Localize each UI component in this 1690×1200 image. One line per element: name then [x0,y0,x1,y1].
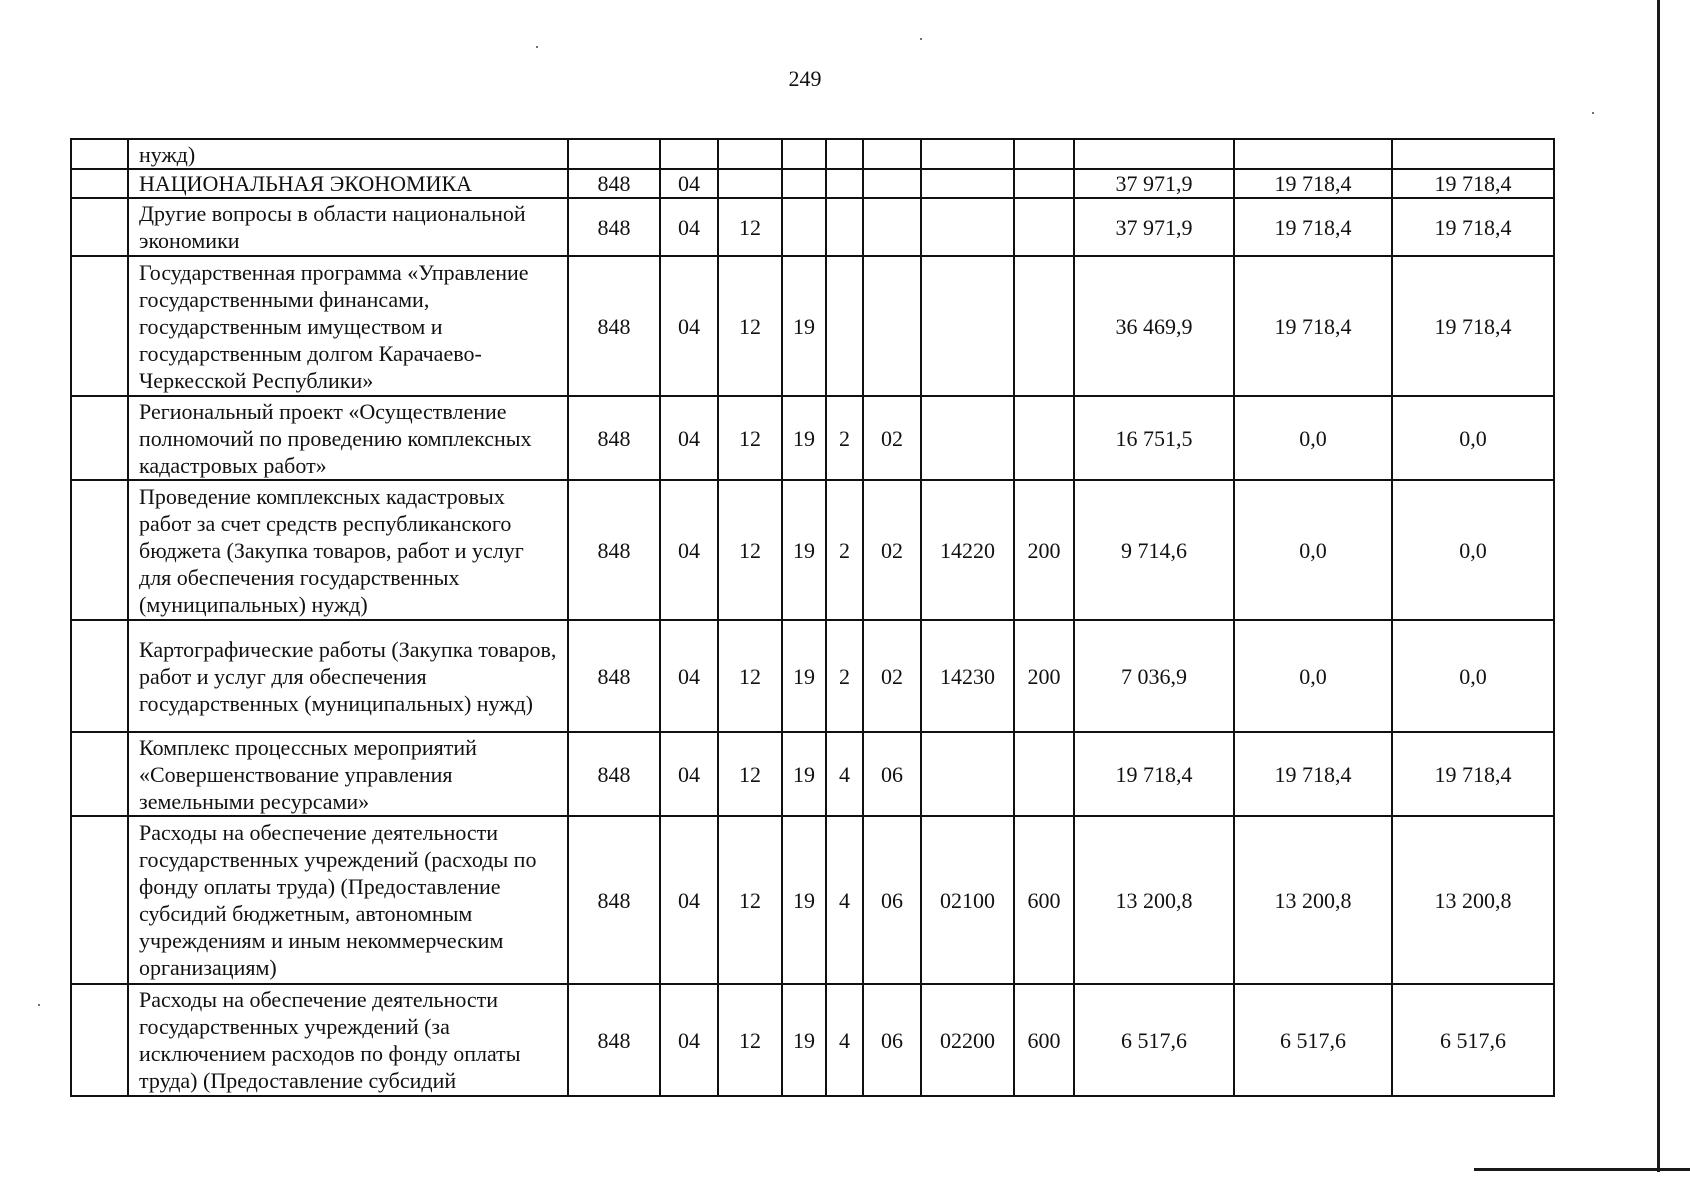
cs-structure-cell: 06 [863,984,921,1096]
pr-cell: 12 [718,198,782,256]
pr-cell: 12 [718,480,782,620]
row-number-cell [71,620,128,732]
row-number-cell [71,256,128,396]
item-name-cell: Региональный проект «Осуществление полномочий по проведению комплексных кадастровых работ» [128,396,568,480]
rz-cell: 04 [660,620,718,732]
grbs-cell: 848 [568,256,660,396]
cs-direction-cell: 02200 [921,984,1014,1096]
grbs-cell: 848 [568,732,660,816]
amount-year3-cell: 19 718,4 [1392,169,1554,198]
cs-structure-cell [863,256,921,396]
cs-program-cell: 19 [782,732,826,816]
page-number: 249 [788,66,822,91]
table-row [71,984,1554,1096]
cs-program-cell [782,139,826,169]
cs-direction-cell: 14220 [921,480,1014,620]
rz-cell: 04 [660,198,718,256]
item-name-cell: Другие вопросы в области национальной экономики [128,198,568,256]
row-number-cell [71,732,128,816]
rz-cell: 04 [660,480,718,620]
cs-structure-cell [863,198,921,256]
cs-direction-cell [921,139,1014,169]
table-row [71,396,1554,480]
amount-year1-cell: 19 718,4 [1074,732,1234,816]
scan-speck [38,1004,40,1006]
amount-year1-cell: 9 714,6 [1074,480,1234,620]
amount-year1-cell: 13 200,8 [1074,816,1234,984]
cs-structure-cell [863,169,921,198]
amount-year2-cell: 0,0 [1234,620,1392,732]
grbs-cell: 848 [568,620,660,732]
row-number-cell [71,139,128,169]
row-number-cell [71,984,128,1096]
pr-cell: 12 [718,256,782,396]
cs-direction-cell [921,256,1014,396]
cs-program-cell: 19 [782,620,826,732]
cs-program-cell: 19 [782,480,826,620]
vr-cell: 600 [1014,984,1074,1096]
rz-cell [660,139,718,169]
grbs-cell: 848 [568,396,660,480]
amount-year3-cell [1392,139,1554,169]
scan-border-line [1474,1168,1690,1171]
scan-speck [920,38,922,40]
amount-year3-cell: 19 718,4 [1392,256,1554,396]
cs-structure-cell [863,139,921,169]
pr-cell [718,139,782,169]
item-name-cell: Картографические работы (Закупка товаров, работ и услуг для обеспечения государственных (муниципальных) нужд) [128,620,568,732]
vr-cell [1014,396,1074,480]
item-name-cell: НАЦИОНАЛЬНАЯ ЭКОНОМИКА [128,169,568,198]
cs-direction-cell [921,732,1014,816]
row-number-cell [71,816,128,984]
table-row [71,139,1554,169]
table-row [71,620,1554,732]
cs-type-cell: 2 [826,620,863,732]
vr-cell [1014,256,1074,396]
cs-type-cell [826,198,863,256]
table-row [71,256,1554,396]
cs-program-cell: 19 [782,396,826,480]
table-row [71,732,1554,816]
cs-direction-cell: 14230 [921,620,1014,732]
cs-type-cell [826,139,863,169]
cs-program-cell: 19 [782,816,826,984]
cs-program-cell: 19 [782,256,826,396]
table-row [71,198,1554,256]
grbs-cell: 848 [568,198,660,256]
vr-cell [1014,732,1074,816]
amount-year2-cell: 0,0 [1234,480,1392,620]
pr-cell: 12 [718,620,782,732]
cs-type-cell: 4 [826,732,863,816]
vr-cell [1014,139,1074,169]
grbs-cell: 848 [568,169,660,198]
cs-program-cell: 19 [782,984,826,1096]
cs-type-cell: 4 [826,816,863,984]
amount-year2-cell: 0,0 [1234,396,1392,480]
cs-program-cell [782,198,826,256]
pr-cell: 12 [718,984,782,1096]
cs-structure-cell: 02 [863,396,921,480]
cs-type-cell [826,256,863,396]
pr-cell: 12 [718,732,782,816]
rz-cell: 04 [660,169,718,198]
cs-type-cell: 2 [826,396,863,480]
budget-table [70,138,1555,1097]
amount-year2-cell: 6 517,6 [1234,984,1392,1096]
amount-year3-cell: 13 200,8 [1392,816,1554,984]
amount-year1-cell: 36 469,9 [1074,256,1234,396]
cs-type-cell [826,169,863,198]
vr-cell [1014,198,1074,256]
amount-year2-cell: 19 718,4 [1234,198,1392,256]
pr-cell [718,169,782,198]
table-row [71,480,1554,620]
row-number-cell [71,169,128,198]
rz-cell: 04 [660,396,718,480]
cs-structure-cell: 02 [863,620,921,732]
amount-year1-cell: 16 751,5 [1074,396,1234,480]
row-number-cell [71,198,128,256]
rz-cell: 04 [660,816,718,984]
amount-year3-cell: 0,0 [1392,396,1554,480]
item-name-cell: Расходы на обеспечение деятельности государственных учреждений (за исключением расходов по фонду оплаты труда) (Предоставление субсидий [128,984,568,1096]
cs-direction-cell [921,396,1014,480]
cs-structure-cell: 06 [863,732,921,816]
cs-structure-cell: 02 [863,480,921,620]
item-name-cell: Расходы на обеспечение деятельности государственных учреждений (расходы по фонду оплаты труда) (Предоставление субсидий бюджетным, автономным учреждениям и иным некоммерческим организациям) [128,816,568,984]
pr-cell: 12 [718,396,782,480]
amount-year3-cell: 0,0 [1392,620,1554,732]
cs-type-cell: 4 [826,984,863,1096]
amount-year3-cell: 0,0 [1392,480,1554,620]
item-name-cell: Государственная программа «Управление государственными финансами, государственным имуществом и государственным долгом Карачаево-Черкесской Республики» [128,256,568,396]
table-row [71,169,1554,198]
grbs-cell [568,139,660,169]
amount-year1-cell: 7 036,9 [1074,620,1234,732]
vr-cell: 200 [1014,620,1074,732]
row-number-cell [71,396,128,480]
scan-speck [1592,112,1594,114]
amount-year3-cell: 6 517,6 [1392,984,1554,1096]
vr-cell: 200 [1014,480,1074,620]
rz-cell: 04 [660,256,718,396]
row-number-cell [71,480,128,620]
cs-program-cell [782,169,826,198]
amount-year2-cell: 19 718,4 [1234,169,1392,198]
scan-speck [536,46,538,48]
cs-structure-cell: 06 [863,816,921,984]
rz-cell: 04 [660,732,718,816]
cs-direction-cell [921,198,1014,256]
item-name-cell: нужд) [128,139,568,169]
amount-year1-cell: 37 971,9 [1074,198,1234,256]
amount-year1-cell: 37 971,9 [1074,169,1234,198]
vr-cell [1014,169,1074,198]
pr-cell: 12 [718,816,782,984]
amount-year1-cell [1074,139,1234,169]
cs-direction-cell [921,169,1014,198]
amount-year2-cell: 19 718,4 [1234,732,1392,816]
cs-direction-cell: 02100 [921,816,1014,984]
grbs-cell: 848 [568,984,660,1096]
amount-year1-cell: 6 517,6 [1074,984,1234,1096]
vr-cell: 600 [1014,816,1074,984]
item-name-cell: Проведение комплексных кадастровых работ за счет средств республиканского бюджета (Закупка товаров, работ и услуг для обеспечения государственных (муниципальных) нужд) [128,480,568,620]
cs-type-cell: 2 [826,480,863,620]
grbs-cell: 848 [568,816,660,984]
amount-year2-cell: 13 200,8 [1234,816,1392,984]
grbs-cell: 848 [568,480,660,620]
amount-year2-cell: 19 718,4 [1234,256,1392,396]
scan-border-line [1657,0,1660,1172]
rz-cell: 04 [660,984,718,1096]
amount-year2-cell [1234,139,1392,169]
item-name-cell: Комплекс процессных мероприятий «Совершенствование управления земельными ресурсами» [128,732,568,816]
amount-year3-cell: 19 718,4 [1392,198,1554,256]
amount-year3-cell: 19 718,4 [1392,732,1554,816]
table-row [71,816,1554,984]
